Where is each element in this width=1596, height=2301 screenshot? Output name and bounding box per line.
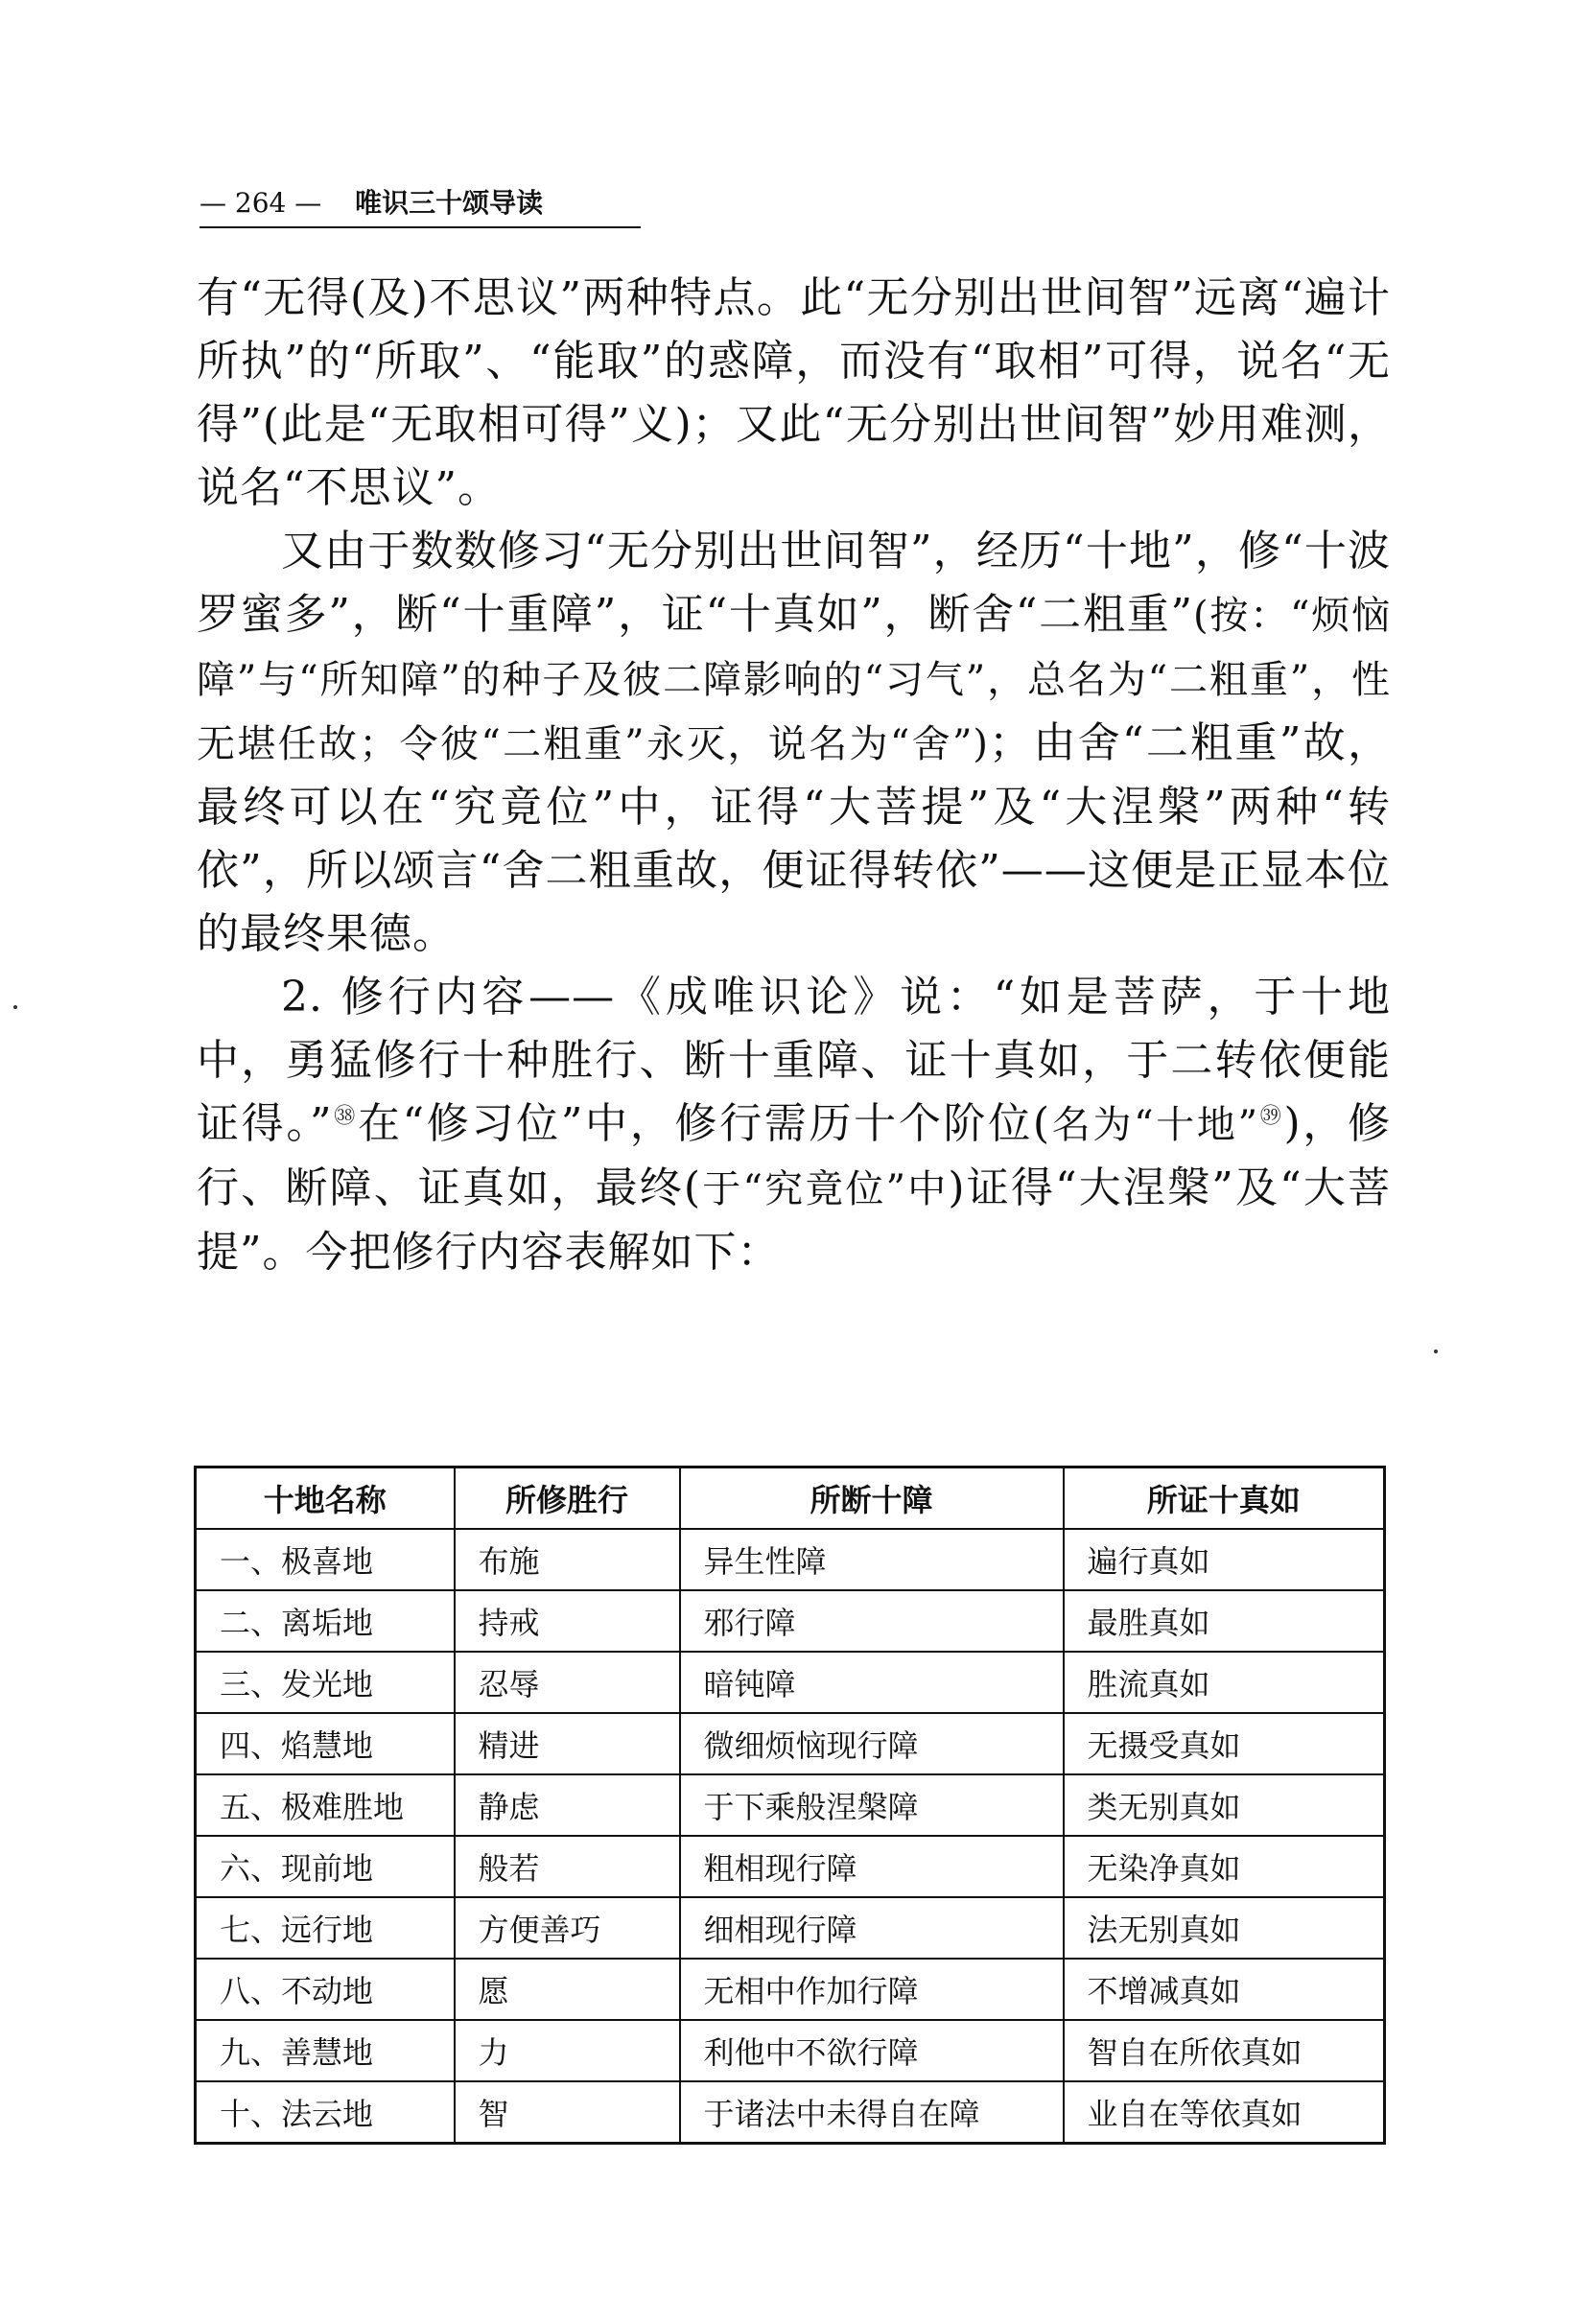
obstacle-cell: 微细烦恼现行障	[680, 1713, 1064, 1774]
page-number: — 264 —	[200, 187, 322, 219]
suchness-cell: 智自在所依真如	[1064, 2020, 1385, 2081]
ground-name-cell: 二、离垢地	[196, 1590, 455, 1652]
scan-speck	[1434, 1350, 1438, 1353]
suchness-cell: 法无别真如	[1064, 1897, 1385, 1959]
header-ground-name: 十地名称	[196, 1467, 455, 1530]
practice-cell: 布施	[455, 1529, 680, 1590]
table-row	[196, 2020, 1385, 2081]
paragraph-3	[197, 966, 1391, 1284]
header-suchness: 所证十真如	[1064, 1467, 1385, 1530]
header-obstacle: 所断十障	[680, 1467, 1064, 1530]
practice-cell: 静虑	[455, 1774, 680, 1836]
obstacle-cell: 暗钝障	[680, 1652, 1064, 1713]
ground-name-cell: 十、法云地	[196, 2081, 455, 2144]
practice-cell: 忍辱	[455, 1652, 680, 1713]
ground-name-cell: 七、远行地	[196, 1897, 455, 1959]
scan-speck	[13, 1005, 17, 1009]
obstacle-cell: 邪行障	[680, 1590, 1064, 1652]
practice-cell: 愿	[455, 1959, 680, 2020]
paragraph-3-end: )证得“大涅槃”及“大菩提”。今把修行内容表解如下：	[197, 1163, 1392, 1277]
obstacle-cell: 粗相现行障	[680, 1836, 1064, 1897]
obstacle-cell: 利他中不欲行障	[680, 2020, 1064, 2081]
ground-name-cell: 三、发光地	[196, 1652, 455, 1713]
footnote-marker-39: ㊴	[1258, 1104, 1284, 1129]
obstacle-cell: 细相现行障	[680, 1897, 1064, 1959]
ten-grounds-table	[194, 1466, 1386, 2145]
ground-name-cell: 一、极喜地	[196, 1529, 455, 1590]
table-row	[196, 1897, 1385, 1959]
suchness-cell: 无摄受真如	[1064, 1713, 1385, 1774]
paragraph-2-note: (按：“烦恼障”与“所知障”的种子及彼二障影响的“习气”，总名为“二粗重”，性无堪任故；令彼“二粗重”永灭，说名为“舍”)	[197, 594, 1391, 766]
paragraph-3-note-1: 名为“十地”	[1050, 1103, 1259, 1147]
table-row	[196, 1774, 1385, 1836]
suchness-cell: 胜流真如	[1064, 1652, 1385, 1713]
paragraph-2-end: ；由舍“二粗重”故，最终可以在“究竟位”中，证得“大菩提”及“大涅槃”两种“转依”，所以颂言“舍二粗重故，便证得转依”——这便是正显本位的最终果德。	[197, 718, 1391, 958]
table-row	[196, 1652, 1385, 1713]
obstacle-cell: 无相中作加行障	[680, 1959, 1064, 2020]
ground-name-cell: 六、现前地	[196, 1836, 455, 1897]
paragraph-3-quote: 2. 修行内容——《成唯识论》说：“如是菩萨，于十地中，勇猛修行十种胜行、断十重障、证十真如，于二转依便能证得。”	[197, 973, 1391, 1148]
book-title: 唯识三十颂导读	[355, 187, 544, 219]
obstacle-cell: 于下乘般涅槃障	[680, 1774, 1064, 1836]
obstacle-cell: 于诸法中未得自在障	[680, 2081, 1064, 2144]
table-row	[196, 2081, 1385, 2144]
suchness-cell: 最胜真如	[1064, 1590, 1385, 1652]
table-header-row	[196, 1467, 1385, 1530]
paragraph-2	[197, 520, 1391, 966]
paragraph-3-note-2: 于“究竟位”中	[701, 1167, 949, 1211]
table-row	[196, 1713, 1385, 1774]
practice-cell: 般若	[455, 1836, 680, 1897]
practice-cell: 方便善巧	[455, 1897, 680, 1959]
paragraph-3-text-2: )，修行、断障、证真如，最终(	[197, 1099, 1391, 1212]
table-row	[196, 1529, 1385, 1590]
suchness-cell: 业自在等依真如	[1064, 2081, 1385, 2144]
table-row	[196, 1959, 1385, 2020]
body-text	[197, 267, 1391, 1284]
page-header	[200, 184, 641, 228]
paragraph-3-text: 在“修习位”中，修行需历十个阶位(	[357, 1099, 1051, 1148]
practice-cell: 持戒	[455, 1590, 680, 1652]
suchness-cell: 无染净真如	[1064, 1836, 1385, 1897]
obstacle-cell: 异生性障	[680, 1529, 1064, 1590]
table-row	[196, 1836, 1385, 1897]
ground-name-cell: 九、善慧地	[196, 2020, 455, 2081]
practice-cell: 力	[455, 2020, 680, 2081]
practice-cell: 智	[455, 2081, 680, 2144]
ground-name-cell: 四、焰慧地	[196, 1713, 455, 1774]
suchness-cell: 类无别真如	[1064, 1774, 1385, 1836]
ground-name-cell: 五、极难胜地	[196, 1774, 455, 1836]
header-practice: 所修胜行	[455, 1467, 680, 1530]
suchness-cell: 遍行真如	[1064, 1529, 1385, 1590]
footnote-marker-38: ㊳	[332, 1104, 358, 1129]
suchness-cell: 不增减真如	[1064, 1959, 1385, 2020]
ground-name-cell: 八、不动地	[196, 1959, 455, 2020]
table-row	[196, 1590, 1385, 1652]
paragraph-2-main: 又由于数数修习“无分别出世间智”，经历“十地”，修“十波罗蜜多”，断“十重障”，证“十真如”，断舍“二粗重”	[197, 527, 1391, 639]
paragraph-1: 有“无得(及)不思议”两种特点。此“无分别出世间智”远离“遍计所执”的“所取”、“能取”的惑障，而没有“取相”可得，说名“无得”(此是“无取相可得”义)；又此“无分别出世间智”妙用难测，说名“不思议”。	[197, 273, 1391, 512]
practice-cell: 精进	[455, 1713, 680, 1774]
